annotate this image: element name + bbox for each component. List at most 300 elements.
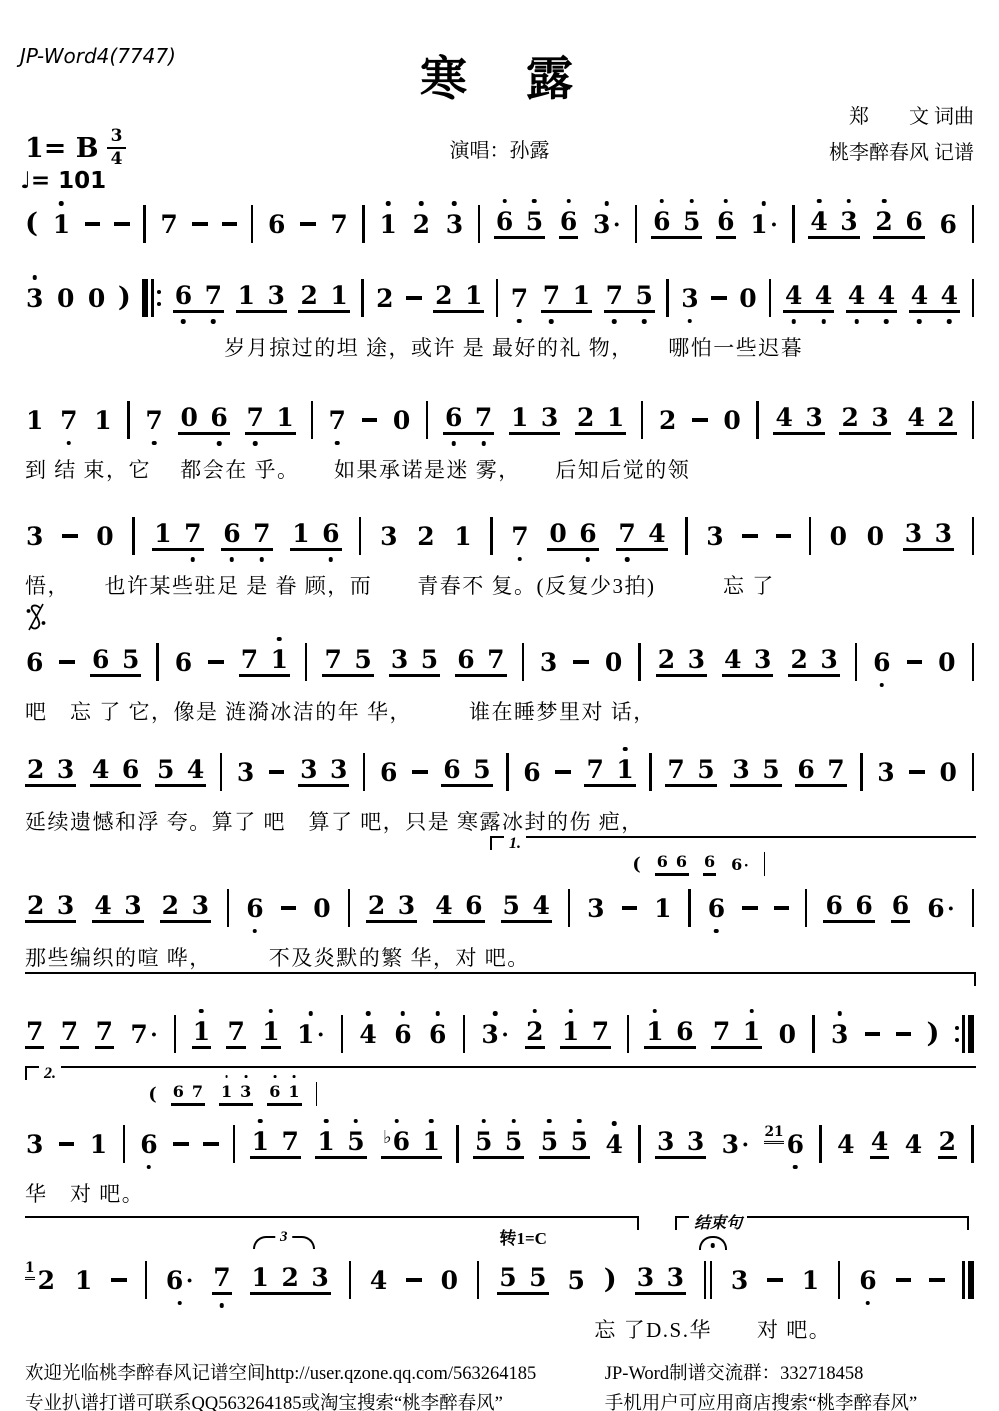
octave-dot bbox=[177, 1301, 182, 1306]
barline-thin bbox=[638, 1125, 640, 1163]
note bbox=[236, 757, 255, 787]
note-digit: 4 bbox=[837, 1129, 855, 1159]
dash bbox=[406, 296, 422, 300]
octave-dot bbox=[642, 319, 647, 324]
note bbox=[703, 852, 716, 876]
note-digit: 7 bbox=[586, 755, 604, 784]
note-digit: 4 bbox=[775, 403, 793, 432]
octave-dot bbox=[724, 199, 729, 204]
beamed-group bbox=[497, 1265, 548, 1295]
barline-thin bbox=[127, 401, 129, 439]
note-digit: 1 bbox=[220, 1082, 233, 1101]
note bbox=[391, 647, 408, 672]
note-digit: 2 bbox=[367, 891, 386, 920]
octave-dot bbox=[533, 1009, 538, 1014]
octave-dot bbox=[258, 1119, 263, 1124]
note bbox=[573, 283, 590, 308]
octave-dot bbox=[451, 441, 456, 446]
barline bbox=[123, 1125, 125, 1163]
note-digit: 3 bbox=[311, 1263, 329, 1292]
beamed-group bbox=[839, 405, 890, 435]
note-digit: 5 bbox=[697, 755, 715, 784]
octave-dot bbox=[225, 1075, 228, 1078]
note-digit: 3 bbox=[840, 207, 858, 236]
note-digit: 5 bbox=[502, 891, 520, 920]
octave-dot bbox=[518, 557, 523, 562]
beamed-group bbox=[846, 283, 897, 313]
note bbox=[721, 1129, 750, 1159]
note bbox=[37, 1265, 56, 1295]
note-digit: 6 bbox=[676, 1017, 694, 1046]
octave-dot bbox=[429, 1119, 434, 1124]
note-digit: 1 bbox=[572, 281, 591, 310]
beamed-group bbox=[788, 647, 839, 677]
dash bbox=[269, 770, 285, 774]
note bbox=[724, 647, 741, 672]
note-digit: 5 bbox=[683, 207, 701, 236]
note bbox=[226, 1019, 245, 1049]
octave-dot bbox=[502, 199, 507, 204]
note bbox=[129, 1019, 158, 1049]
octave-dot bbox=[230, 557, 235, 562]
note-digit: 1 bbox=[192, 1017, 211, 1046]
dash bbox=[776, 534, 792, 538]
beamed-group bbox=[250, 1265, 331, 1295]
note-digit: 6 bbox=[579, 519, 597, 548]
note-digit: 3 bbox=[753, 645, 772, 674]
augmentation-dot: · bbox=[741, 1133, 750, 1159]
note bbox=[329, 209, 348, 239]
barline-thin bbox=[972, 401, 974, 439]
note bbox=[27, 757, 44, 782]
note-digit: 0 bbox=[778, 1019, 796, 1049]
note bbox=[162, 893, 179, 918]
octave-dot bbox=[273, 1075, 276, 1078]
octave-dot bbox=[335, 441, 340, 446]
note bbox=[281, 1265, 298, 1290]
note bbox=[658, 405, 677, 435]
note bbox=[241, 647, 258, 672]
barline-thin bbox=[227, 889, 229, 927]
beamed-group bbox=[906, 405, 957, 435]
barline-thin bbox=[860, 753, 862, 791]
note-digit: 0 bbox=[938, 647, 956, 677]
note bbox=[175, 283, 192, 308]
note-digit: 1 bbox=[251, 1127, 269, 1156]
dash bbox=[907, 660, 923, 664]
note bbox=[716, 209, 735, 239]
note bbox=[648, 521, 665, 546]
note-digit: 1 bbox=[317, 1127, 335, 1156]
barline bbox=[251, 205, 253, 243]
dash bbox=[62, 534, 78, 538]
note-digit: 4 bbox=[810, 207, 828, 236]
octave-dot bbox=[532, 199, 537, 204]
beamed-group bbox=[315, 1129, 366, 1159]
note-digit: 3 bbox=[330, 755, 348, 784]
note bbox=[89, 1129, 108, 1159]
beamed-group bbox=[267, 1082, 301, 1106]
barline-thin bbox=[710, 1261, 712, 1299]
barline bbox=[362, 205, 364, 243]
barline-thin bbox=[756, 401, 758, 439]
repeat-dot bbox=[157, 302, 161, 306]
note-digit: 4 bbox=[784, 281, 803, 310]
note bbox=[872, 647, 891, 677]
note-digit: 7 bbox=[60, 405, 78, 435]
note-digit: 6 bbox=[465, 891, 483, 920]
note-digit: 6 bbox=[165, 1265, 184, 1295]
note bbox=[398, 893, 415, 918]
note-digit: 7 bbox=[227, 1017, 245, 1046]
note bbox=[525, 1019, 544, 1049]
note bbox=[830, 1019, 849, 1049]
barline-thin bbox=[627, 1015, 629, 1053]
octave-dot bbox=[394, 1119, 399, 1124]
note-digit: 6 bbox=[675, 852, 687, 871]
barline-thin bbox=[363, 753, 365, 791]
rest-note bbox=[866, 521, 885, 551]
beamed-group bbox=[25, 757, 76, 787]
barline bbox=[805, 889, 807, 927]
note-digit: 4 bbox=[877, 281, 896, 310]
barline-thin bbox=[490, 517, 492, 555]
note bbox=[790, 647, 807, 672]
beamed-group bbox=[236, 283, 287, 313]
octave-dot bbox=[244, 1075, 247, 1078]
barline-thin bbox=[805, 889, 807, 927]
beamed-group bbox=[547, 521, 598, 551]
note-digit: 7 bbox=[487, 645, 505, 674]
score-header bbox=[0, 0, 999, 200]
barline bbox=[688, 889, 690, 927]
augmentation-dot: · bbox=[770, 213, 778, 239]
note-digit: 6 bbox=[428, 1019, 447, 1049]
note-digit: 7 bbox=[191, 1082, 203, 1101]
barline bbox=[972, 205, 974, 243]
note bbox=[422, 1129, 439, 1154]
music-system bbox=[25, 836, 974, 972]
dash bbox=[59, 660, 75, 664]
note bbox=[25, 405, 44, 435]
barline bbox=[638, 1125, 640, 1163]
barline bbox=[359, 517, 361, 555]
barline bbox=[971, 1125, 973, 1163]
music-system bbox=[25, 202, 974, 246]
barline bbox=[635, 205, 637, 243]
notation-line bbox=[25, 202, 974, 246]
note bbox=[184, 521, 201, 546]
beamed-group bbox=[541, 283, 592, 313]
note bbox=[94, 893, 111, 918]
augmentation-dot: · bbox=[612, 213, 621, 239]
note bbox=[730, 855, 750, 874]
small-notes bbox=[632, 852, 765, 876]
octave-dot bbox=[152, 441, 157, 446]
beamed-group bbox=[221, 521, 272, 551]
note bbox=[749, 209, 778, 239]
note bbox=[296, 1019, 325, 1049]
note-digit: 3 bbox=[706, 521, 724, 551]
note bbox=[592, 1019, 609, 1044]
barline-thin bbox=[361, 279, 363, 317]
octave-dot bbox=[762, 201, 767, 206]
note-digit: 7 bbox=[605, 281, 623, 310]
barline bbox=[819, 1125, 821, 1163]
notation-line bbox=[25, 640, 974, 684]
note bbox=[253, 521, 270, 546]
barline-thin bbox=[151, 279, 153, 317]
note-digit: 2 bbox=[875, 207, 893, 236]
barline-thin bbox=[704, 1261, 706, 1299]
notation-line bbox=[25, 1258, 974, 1302]
note bbox=[586, 757, 603, 782]
beamed-group bbox=[92, 893, 143, 923]
beamed-group bbox=[711, 1019, 762, 1049]
note-digit: 3 bbox=[805, 403, 823, 432]
note-digit: 3 bbox=[56, 755, 75, 784]
note-digit: 7 bbox=[328, 405, 346, 435]
note-digit: 5 bbox=[121, 645, 140, 674]
note-digit: 4 bbox=[724, 645, 742, 674]
note bbox=[688, 647, 705, 672]
note bbox=[657, 852, 668, 871]
note-digit: 3 bbox=[445, 209, 464, 239]
barline-thin bbox=[769, 279, 771, 317]
note-digit: 4 bbox=[907, 403, 925, 432]
barline bbox=[227, 889, 229, 927]
rest-note bbox=[180, 405, 197, 430]
note-digit: 6 bbox=[172, 1082, 184, 1101]
barline-thin bbox=[123, 1125, 125, 1163]
note bbox=[676, 1019, 693, 1044]
beamed-group bbox=[298, 757, 349, 787]
beamed-group bbox=[219, 1082, 253, 1106]
lyrics-line: 忘 了D.S.华 对 吧。 bbox=[594, 1318, 832, 1342]
note bbox=[810, 209, 827, 234]
note bbox=[657, 1129, 674, 1154]
note-digit: 6 bbox=[210, 403, 228, 432]
note-digit: 0 bbox=[549, 519, 567, 548]
music-system bbox=[25, 276, 974, 362]
note bbox=[532, 893, 549, 918]
barline bbox=[666, 279, 668, 317]
flat-sign: ♭ bbox=[383, 1127, 392, 1148]
note bbox=[522, 757, 541, 787]
note bbox=[124, 893, 141, 918]
note-digit: 2 bbox=[938, 1127, 956, 1156]
octave-dot bbox=[625, 557, 630, 562]
barline bbox=[156, 643, 158, 681]
note bbox=[465, 893, 482, 918]
segno-icon bbox=[25, 602, 47, 637]
octave-dot bbox=[220, 1303, 225, 1308]
barline-thin bbox=[463, 1015, 465, 1053]
dash bbox=[865, 1032, 881, 1036]
note-digit: 1 bbox=[237, 281, 255, 310]
note bbox=[154, 521, 171, 546]
note-digit: 7 bbox=[827, 755, 845, 784]
barline-thin bbox=[838, 1261, 840, 1299]
note bbox=[292, 521, 309, 546]
barline bbox=[490, 517, 492, 555]
barline-thin bbox=[855, 643, 857, 681]
note-digit: 6 bbox=[731, 854, 743, 874]
barline-thin bbox=[174, 1015, 176, 1053]
barline-thin bbox=[220, 753, 222, 791]
footer-left-line2: 专业扒谱打谱可联系QQ563264185或淘宝搜索“桃李醉春风” bbox=[25, 1393, 503, 1411]
note bbox=[435, 283, 452, 308]
beamed-group bbox=[441, 757, 492, 787]
note-digit: 0 bbox=[180, 403, 198, 432]
note-digit: 3 bbox=[124, 891, 142, 920]
note-digit: 3 bbox=[820, 645, 838, 674]
grace-note: 21 bbox=[764, 1126, 783, 1144]
note bbox=[730, 1265, 749, 1295]
note-digit: 4 bbox=[94, 891, 112, 920]
rest-note bbox=[604, 647, 623, 677]
note bbox=[870, 1129, 889, 1159]
beamed-group bbox=[381, 1129, 442, 1159]
octave-dot bbox=[880, 683, 885, 688]
note-digit: 1 bbox=[454, 521, 472, 551]
note-digit: 3 bbox=[686, 1127, 705, 1156]
note bbox=[697, 757, 714, 782]
octave-dot bbox=[612, 319, 617, 324]
note-digit: 6 bbox=[322, 519, 340, 548]
note-digit: 6 bbox=[444, 403, 463, 432]
note-digit: 3 bbox=[539, 647, 558, 677]
note bbox=[245, 893, 264, 923]
note-digit: 7 bbox=[511, 521, 529, 551]
key-change-label: 转1=C bbox=[499, 1229, 547, 1248]
score-footer bbox=[0, 1344, 999, 1411]
rest-note bbox=[938, 757, 957, 787]
note bbox=[579, 521, 596, 546]
barline bbox=[143, 205, 145, 243]
volta-bracket bbox=[25, 1066, 976, 1080]
barline bbox=[764, 852, 765, 876]
barline-thin bbox=[972, 205, 974, 243]
beamed-group bbox=[909, 283, 960, 313]
barline bbox=[463, 1015, 465, 1053]
note bbox=[653, 893, 672, 923]
note bbox=[637, 1265, 654, 1290]
barline-thin bbox=[688, 889, 690, 927]
note bbox=[510, 283, 529, 313]
note bbox=[240, 1082, 251, 1101]
note-digit: 5 bbox=[525, 207, 544, 236]
note-digit: 3 bbox=[26, 283, 44, 313]
octave-dot bbox=[612, 1121, 617, 1126]
note-digit: 4 bbox=[359, 1019, 377, 1049]
barline-thin bbox=[348, 889, 350, 927]
note bbox=[607, 405, 624, 430]
repeat-dots bbox=[955, 1026, 959, 1042]
beamed-group bbox=[655, 852, 689, 876]
paren: ( bbox=[632, 853, 641, 875]
note bbox=[192, 1082, 203, 1101]
beamed-group bbox=[655, 1129, 706, 1159]
note-digit: 3 bbox=[236, 757, 255, 787]
beamed-group bbox=[575, 405, 626, 435]
lyrics-line: 岁月掠过的坦 途，或许 是 最好的礼 物， 哪怕一些迟暮 bbox=[224, 336, 804, 360]
barline bbox=[685, 517, 687, 555]
octave-dot bbox=[366, 1011, 371, 1016]
note bbox=[871, 405, 888, 430]
note-digit: 2 bbox=[417, 521, 435, 551]
barline-thin bbox=[362, 205, 364, 243]
note bbox=[445, 405, 462, 430]
note-digit: 1 bbox=[379, 209, 397, 239]
barline bbox=[522, 643, 524, 681]
note bbox=[667, 757, 684, 782]
note-digit: 7 bbox=[145, 405, 163, 435]
bracket-label: 结束句 bbox=[689, 1214, 747, 1233]
note-digit: 1 bbox=[74, 1265, 93, 1295]
note-digit: 4 bbox=[904, 1129, 923, 1159]
note bbox=[566, 1265, 585, 1295]
note bbox=[322, 521, 339, 546]
barline bbox=[855, 643, 857, 681]
barline-thin bbox=[635, 205, 637, 243]
beamed-group bbox=[656, 647, 707, 677]
paren: ) bbox=[926, 1017, 940, 1050]
barline-thin bbox=[341, 1015, 343, 1053]
octave-dot bbox=[568, 1009, 573, 1014]
note-digit: 7 bbox=[667, 755, 685, 784]
note-digit: 4 bbox=[870, 1127, 889, 1156]
note-digit: 1 bbox=[297, 1019, 315, 1049]
note bbox=[311, 1265, 328, 1290]
note-digit: 1 bbox=[89, 1129, 108, 1159]
note bbox=[805, 405, 822, 430]
note-digit: 3 bbox=[871, 403, 889, 432]
note-digit: 7 bbox=[618, 519, 636, 548]
barline-thin bbox=[233, 1125, 235, 1163]
note bbox=[187, 757, 204, 782]
dash bbox=[406, 1278, 422, 1282]
note-digit: 3 bbox=[300, 755, 318, 784]
barline-thin bbox=[962, 1261, 964, 1299]
note bbox=[25, 283, 44, 313]
octave-dot bbox=[791, 319, 796, 324]
barline-thin bbox=[819, 1125, 821, 1163]
note bbox=[683, 209, 700, 234]
note bbox=[496, 209, 513, 234]
note bbox=[904, 1129, 923, 1159]
note bbox=[157, 757, 174, 782]
note-digit: 1 bbox=[646, 1017, 664, 1046]
note-digit: 4 bbox=[605, 1129, 623, 1159]
note bbox=[786, 1129, 805, 1159]
note-digit: 6 bbox=[394, 1019, 412, 1049]
footer-right-line2: 手机用户可应用商店搜索“桃李醉春风” bbox=[604, 1393, 918, 1411]
barline-thin bbox=[972, 517, 974, 555]
note-digit: 3 bbox=[877, 757, 895, 787]
dash bbox=[896, 1032, 912, 1036]
dash bbox=[173, 1142, 189, 1146]
dash bbox=[111, 1278, 127, 1282]
note-digit: 1 bbox=[154, 519, 172, 548]
beamed-group bbox=[25, 893, 76, 923]
beamed-group bbox=[433, 283, 484, 313]
note bbox=[27, 893, 44, 918]
dash bbox=[192, 222, 208, 226]
music-system bbox=[25, 640, 974, 726]
note bbox=[428, 1019, 447, 1049]
beamed-group bbox=[584, 757, 635, 787]
